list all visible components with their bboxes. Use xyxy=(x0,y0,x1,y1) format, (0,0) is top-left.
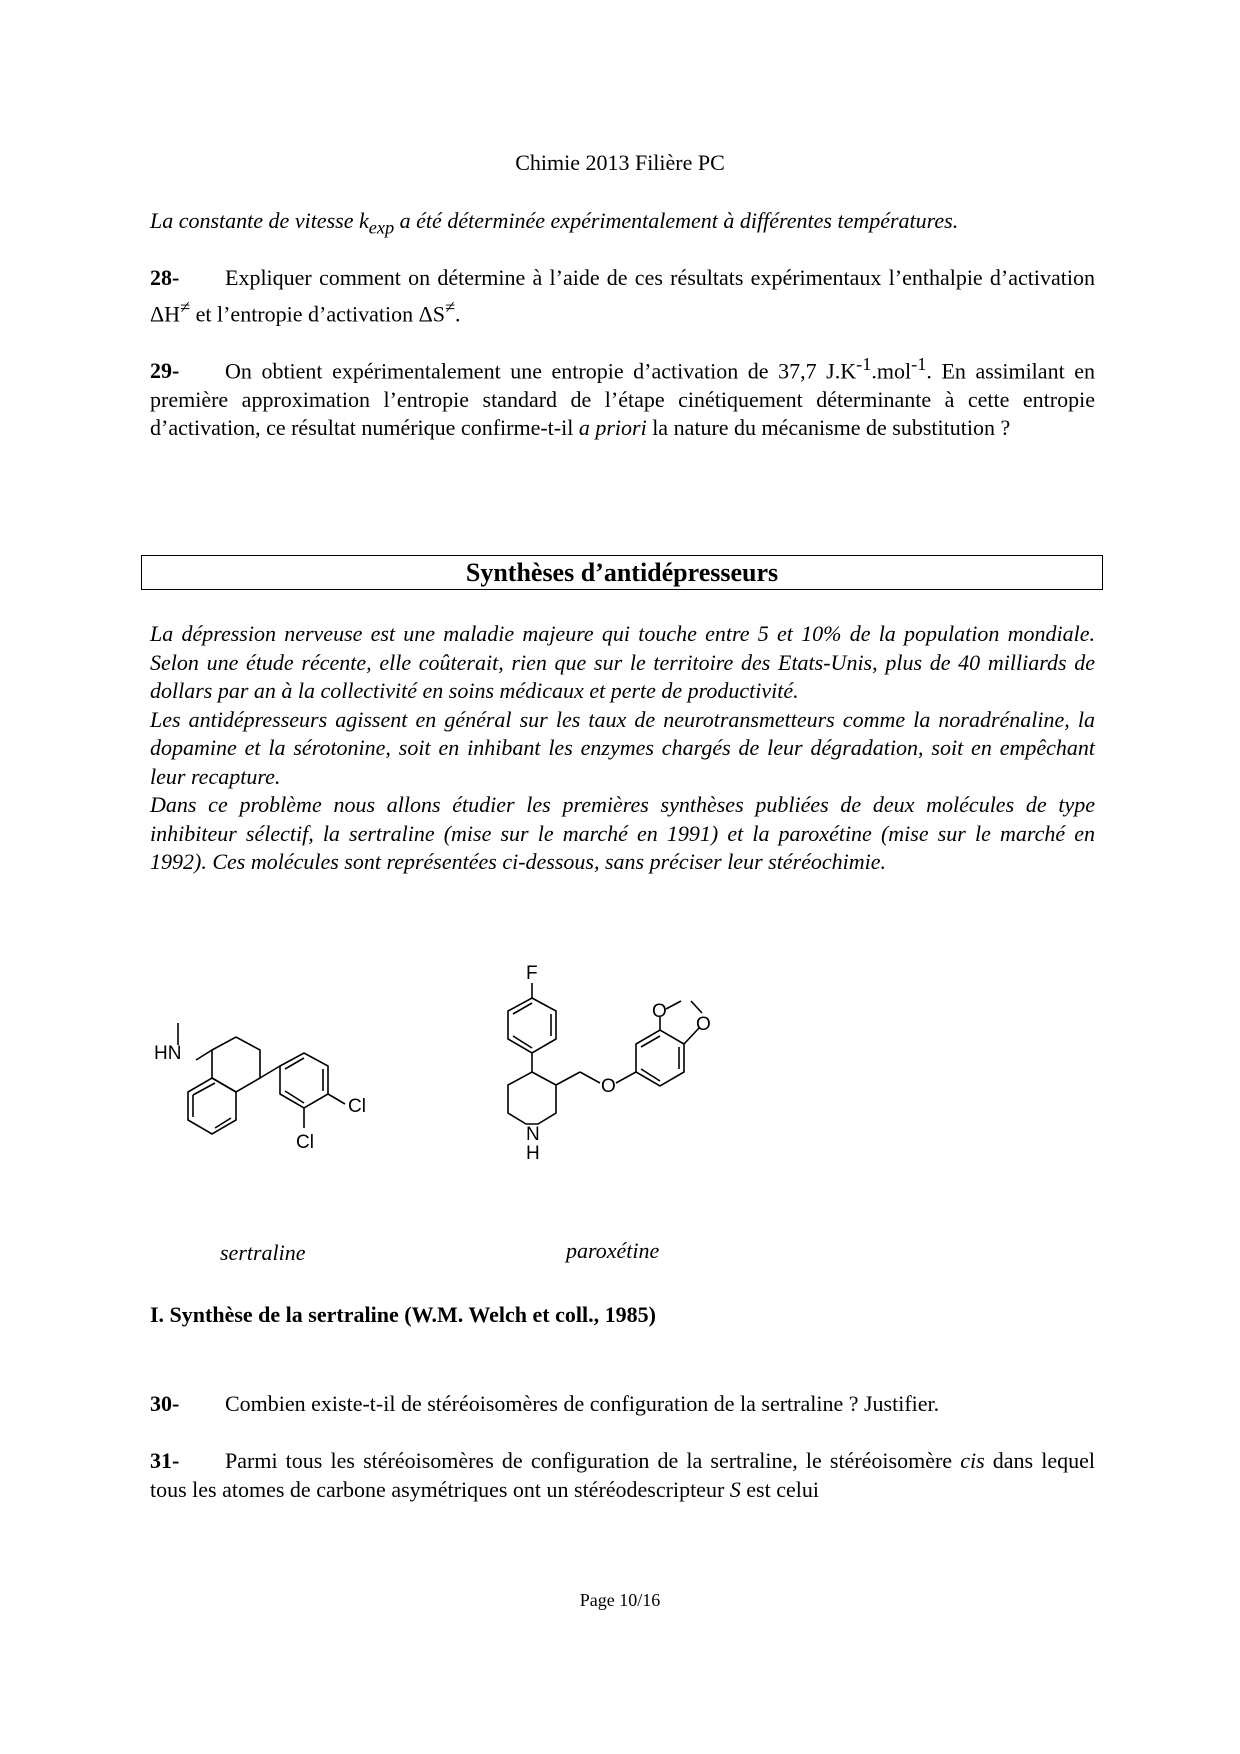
ring-benzene xyxy=(188,1078,236,1134)
intro-line-text-2: a été déterminée expérimentalement à différentes températures. xyxy=(394,208,959,233)
section-title: Synthèses d’antidépresseurs xyxy=(465,558,779,587)
double-bond xyxy=(513,1036,532,1048)
atom-label-cl: Cl xyxy=(296,1132,314,1153)
intro-line-text: La constante de vitesse k xyxy=(150,208,369,233)
question-text-italic-2: S xyxy=(729,1476,741,1502)
ring-saturated xyxy=(212,1037,260,1092)
bond xyxy=(691,1001,702,1013)
section-intro xyxy=(150,620,1095,877)
question-31 xyxy=(150,1447,1095,1504)
question-number: 29- xyxy=(150,358,180,384)
atom-label-f: F xyxy=(526,963,538,984)
paroxetine-structure xyxy=(508,983,702,1124)
molecule-structures xyxy=(140,955,740,1215)
atom-label-cl: Cl xyxy=(348,1096,366,1117)
superscript: -1 xyxy=(856,354,872,374)
question-text-italic: cis xyxy=(960,1448,985,1473)
superscript: ≠ xyxy=(180,296,191,317)
page-header-title: Chimie 2013 Filière PC xyxy=(515,150,725,175)
bond xyxy=(580,1072,600,1083)
superscript-2: ≠ xyxy=(444,296,456,317)
molecule-label-paroxetine: paroxétine xyxy=(566,1238,660,1263)
question-28 xyxy=(150,264,1095,328)
part-heading: I. Synthèse de la sertraline (W.M. Welch et coll., 1985) xyxy=(150,1302,656,1327)
question-text: On obtient expérimentalement une entropie d’activation de 37,7 J.K xyxy=(225,358,857,384)
atom-label-hn: HN xyxy=(154,1043,182,1064)
atom-label-o: O xyxy=(696,1014,711,1035)
page-footer: Page 10/16 xyxy=(579,1590,661,1610)
double-bond xyxy=(641,1069,660,1081)
question-text-3: est celui xyxy=(740,1476,819,1502)
question-text-3: . En assimilant en première approximation l’entropie standard de l’étape cinétiquement déterminante à cette entropie d’activation, ce résultat numérique confirme-t-il xyxy=(150,358,1095,441)
question-text-italic: a priori xyxy=(578,415,647,441)
atom-label-o: O xyxy=(652,1001,667,1022)
ring-piperidine xyxy=(508,1072,556,1124)
question-text: Expliquer comment on détermine à l’aide de ces résultats expérimentaux l’enthalpie d’activation ΔH xyxy=(150,265,1095,326)
intro-paragraph: La dépression nerveuse est une maladie majeure qui touche entre 5 et 10% de la population mondiale. Selon une étude récente, elle coûterait, rien que sur le territoire des Etats-Unis, plus de 40 milliards de dollars par an à la collectivité en soins médicaux et perte de productivité. xyxy=(150,621,1095,703)
question-number: 30- xyxy=(150,1391,180,1416)
superscript-2: -1 xyxy=(911,354,927,374)
question-29 xyxy=(150,350,1095,443)
question-number: 31- xyxy=(150,1448,180,1473)
question-text-2: .mol xyxy=(871,358,912,384)
question-number: 28- xyxy=(150,265,180,290)
question-text-2: et l’entropie d’activation ΔS xyxy=(190,300,445,326)
question-text: Combien existe-t-il de stéréoisomères de configuration de la sertraline ? Justifier. xyxy=(225,1391,940,1416)
bond xyxy=(666,1001,681,1009)
bond xyxy=(616,1072,636,1083)
bond xyxy=(260,1066,280,1078)
question-text-2: dans lequel tous les atomes de carbone asymétriques ont un stéréodescripteur xyxy=(150,1448,1095,1502)
atom-label-n: N xyxy=(526,1124,540,1145)
bond xyxy=(196,1050,212,1060)
double-bond xyxy=(641,1036,660,1047)
intro-line-subscript: exp xyxy=(368,217,395,238)
intro-line xyxy=(150,208,1100,238)
atom-label-o: O xyxy=(601,1076,616,1097)
question-text: Parmi tous les stéréoisomères de configuration de la sertraline, le stéréoisomère xyxy=(225,1448,961,1473)
sertraline-structure xyxy=(178,1023,345,1134)
double-bond xyxy=(215,1118,231,1128)
double-bond xyxy=(513,1003,532,1014)
bond xyxy=(328,1094,345,1104)
question-30 xyxy=(150,1390,1095,1419)
intro-paragraph: Dans ce problème nous allons étudier les premières synthèses publiées de deux molécules de type inhibiteur sélectif, la sertraline (mise sur le marché en 1991) et la paroxétine (mise sur le marché en 1992). Ces molécules sont représentées ci-dessous, sans préciser leur stéréochimie. xyxy=(150,792,1095,874)
double-bond xyxy=(285,1091,304,1103)
ring-dichlorophenyl xyxy=(280,1053,328,1108)
bond xyxy=(556,1072,580,1085)
molecule-label-sertraline: sertraline xyxy=(220,1240,306,1265)
atom-label-h: H xyxy=(526,1143,540,1164)
section-title-box xyxy=(141,555,1103,590)
ring-benzodioxole xyxy=(636,1030,684,1086)
double-bond xyxy=(193,1083,215,1095)
question-text-3: . xyxy=(455,300,461,326)
question-text-4: la nature du mécanisme de substitution ? xyxy=(646,415,1011,441)
ring-fluorophenyl xyxy=(508,998,556,1053)
intro-paragraph: Les antidépresseurs agissent en général sur les taux de neurotransmetteurs comme la noradrénaline, la dopamine et la sérotonine, soit en inhibant les enzymes chargés de leur dégradation, soit en empêchant leur recapture. xyxy=(150,706,1095,789)
double-bond xyxy=(285,1058,304,1069)
